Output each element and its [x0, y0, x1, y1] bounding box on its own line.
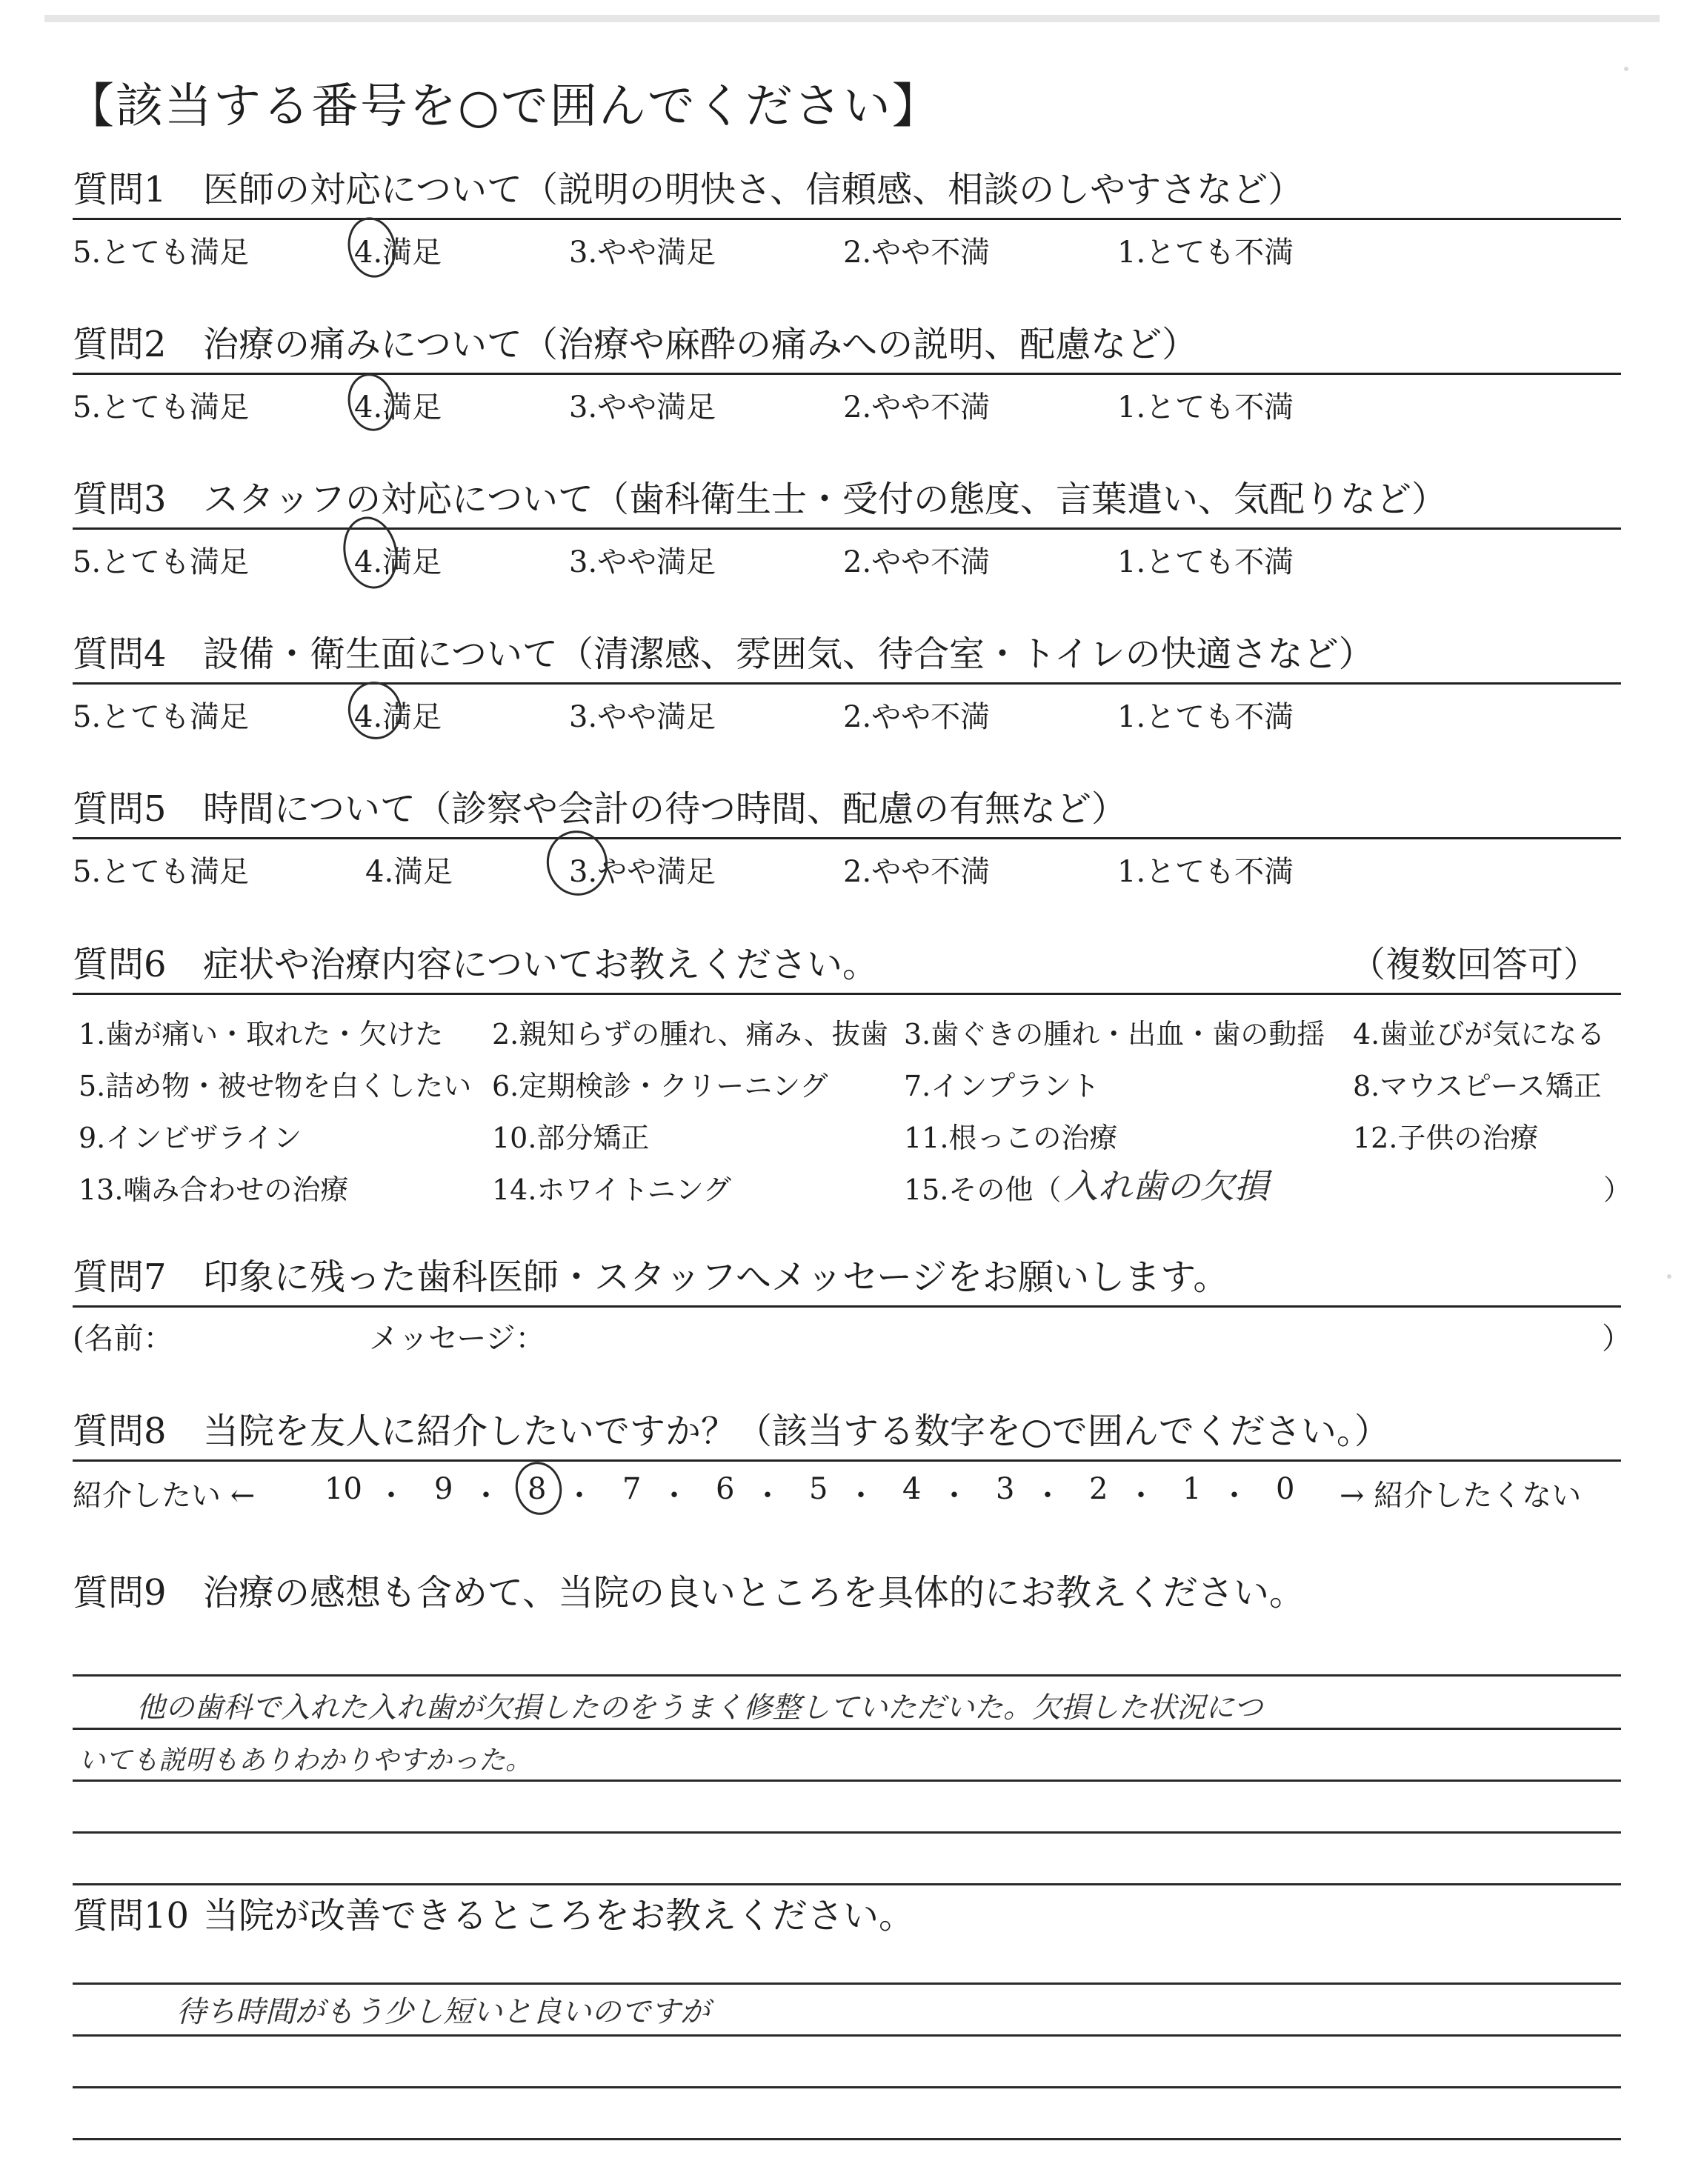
treatment-option[interactable]: 11.根っこの治療: [904, 1122, 1118, 1154]
rating-scale: [73, 530, 1621, 579]
rating-scale: [73, 375, 1621, 425]
question-text: 治療の痛みについて（治療や麻酔の痛みへの説明、配慮など）: [203, 324, 1198, 365]
rating-option-4[interactable]: 4.満足: [354, 236, 442, 270]
rating-option-5[interactable]: 5.とても満足: [73, 545, 250, 579]
rating-option-2[interactable]: 2.やや不満: [843, 545, 991, 579]
recommend-number-3[interactable]: 3: [996, 1472, 1015, 1506]
treatment-option[interactable]: 12.子供の治療: [1353, 1122, 1539, 1154]
handwritten-answer-line-2: いても説明もありわかりやすかった。: [79, 1745, 533, 1776]
question-text: 当院が改善できるところをお教えください。: [203, 1895, 915, 1937]
question-10: [73, 1892, 1621, 2184]
rating-option-3[interactable]: 3.やや満足: [569, 545, 716, 579]
question-7: [73, 1254, 1631, 1356]
rating-option-4[interactable]: 4.満足: [354, 545, 442, 579]
answer-line: [73, 1728, 1621, 1730]
question-label: 質問1: [73, 169, 167, 210]
treatment-option[interactable]: 1.歯が痛い・取れた・欠けた: [79, 1018, 444, 1051]
rating-option-1[interactable]: 1.とても不満: [1117, 545, 1294, 579]
question-9: [73, 1569, 1621, 1935]
treatment-option[interactable]: 6.定期検診・クリーニング: [492, 1070, 828, 1102]
multiple-answer-note: （複数回答可）: [1349, 944, 1599, 985]
rating-option-3[interactable]: 3.やや満足: [569, 855, 716, 889]
recommend-scale: [73, 1462, 1621, 1514]
question-label: 質問9: [73, 1572, 167, 1614]
question-label: 質問3: [73, 479, 167, 520]
dot-separator: ・: [659, 1479, 689, 1513]
rating-option-4[interactable]: 4.満足: [365, 855, 453, 889]
message-label: メッセージ：: [369, 1322, 545, 1356]
recommend-left-label: 紹介したい ←: [73, 1479, 256, 1513]
rating-option-5[interactable]: 5.とても満足: [73, 700, 250, 734]
dot-separator: ・: [753, 1479, 782, 1513]
dot-separator: ・: [846, 1479, 876, 1513]
scan-top-edge: [44, 15, 1660, 22]
question-label: 質問2: [73, 324, 167, 365]
handwritten-answer-line-1: 待ち時間がもう少し短いと良いのですが: [176, 1995, 710, 2029]
treatment-option[interactable]: 9.インビザライン: [79, 1122, 302, 1154]
selection-circle-mark: [337, 512, 405, 594]
treatment-option[interactable]: 10.部分矯正: [492, 1122, 650, 1154]
treatment-option[interactable]: 4.歯並びが気になる: [1353, 1018, 1605, 1051]
recommend-number-9[interactable]: 9: [434, 1472, 453, 1506]
answer-line: [73, 2086, 1621, 2088]
question-6: [73, 941, 1632, 1217]
question-text: 治療の感想も含めて、当院の良いところを具体的にお教えください。: [203, 1572, 1305, 1614]
other-close-paren: ）: [1603, 1173, 1632, 1206]
treatment-option[interactable]: 8.マウスピース矯正: [1353, 1070, 1602, 1102]
scan-speck: [1667, 1274, 1671, 1279]
dot-separator: ・: [565, 1479, 594, 1513]
treatment-option[interactable]: 3.歯ぐきの腫れ・出血・歯の動揺: [904, 1018, 1325, 1051]
question-3: [73, 476, 1621, 579]
answer-line: [73, 1883, 1621, 1885]
rating-option-2[interactable]: 2.やや不満: [843, 700, 991, 734]
treatment-options: [73, 995, 1632, 1217]
rating-option-3[interactable]: 3.やや満足: [569, 390, 716, 425]
rating-option-4[interactable]: 4.満足: [354, 700, 442, 734]
question-label: 質問5: [73, 788, 167, 830]
recommend-number-0[interactable]: 0: [1276, 1472, 1295, 1506]
rating-option-5[interactable]: 5.とても満足: [73, 390, 250, 425]
treatment-option[interactable]: 5.詰め物・被せ物を白くしたい: [79, 1070, 472, 1102]
rating-option-3[interactable]: 3.やや満足: [569, 700, 716, 734]
rating-option-3[interactable]: 3.やや満足: [569, 236, 716, 270]
rating-option-2[interactable]: 2.やや不満: [843, 855, 991, 889]
rating-option-2[interactable]: 2.やや不満: [843, 390, 991, 425]
question-label: 質問4: [73, 633, 167, 675]
recommend-number-10[interactable]: 10: [325, 1472, 362, 1506]
rating-option-1[interactable]: 1.とても不満: [1117, 700, 1294, 734]
question-5: [73, 785, 1621, 889]
selection-circle-mark: [510, 1457, 567, 1519]
answer-line: [73, 1982, 1621, 1985]
rating-option-1[interactable]: 1.とても不満: [1117, 855, 1294, 889]
form-title: 【該当する番号を○で囲んでください】: [67, 79, 941, 134]
rating-scale: [73, 839, 1621, 889]
dot-separator: ・: [471, 1479, 501, 1513]
rating-option-5[interactable]: 5.とても満足: [73, 855, 250, 889]
dot-separator: ・: [1219, 1479, 1249, 1513]
answer-line: [73, 1831, 1621, 1834]
answer-line: [73, 1780, 1621, 1782]
treatment-option[interactable]: 13.噛み合わせの治療: [79, 1173, 349, 1206]
answer-area[interactable]: [73, 1940, 1621, 2184]
question-label: 質問6: [73, 944, 167, 985]
question-label: 質問8: [73, 1411, 167, 1452]
name-label: (名前：: [73, 1322, 173, 1356]
recommend-number-4[interactable]: 4: [902, 1472, 922, 1506]
rating-option-4[interactable]: 4.満足: [354, 390, 442, 425]
question-text: 医師の対応について（説明の明快さ、信頼感、相談のしやすさなど）: [203, 169, 1304, 210]
question-text: 時間について（診察や会計の待つ時間、配慮の有無など）: [203, 788, 1128, 830]
treatment-option[interactable]: 14.ホワイトニング: [492, 1173, 732, 1206]
question-text: 設備・衛生面について（清潔感、雰囲気、待合室・トイレの快適さなど）: [203, 633, 1374, 675]
rating-scale: [73, 220, 1621, 270]
message-close-paren: ）: [1602, 1322, 1631, 1356]
treatment-option-other[interactable]: 15.その他（: [904, 1173, 1062, 1206]
rating-option-5[interactable]: 5.とても満足: [73, 236, 250, 270]
dot-separator: ・: [376, 1479, 406, 1513]
treatment-option[interactable]: 2.親知らずの腫れ、痛み、抜歯: [492, 1018, 888, 1051]
question-text: 印象に残った歯科医師・スタッフへメッセージをお願いします。: [203, 1256, 1229, 1298]
dot-separator: ・: [939, 1479, 969, 1513]
answer-line: [73, 1674, 1621, 1677]
recommend-number-6[interactable]: 6: [716, 1472, 735, 1506]
question-label: 質問7: [73, 1256, 167, 1298]
rating-option-1[interactable]: 1.とても不満: [1117, 236, 1294, 270]
question-8: [73, 1408, 1621, 1514]
recommend-number-1[interactable]: 1: [1182, 1472, 1202, 1506]
treatment-option[interactable]: 7.インプラント: [904, 1070, 1100, 1102]
scan-speck: [1624, 67, 1628, 71]
handwritten-answer-line-1: 他の歯科で入れた入れ歯が欠損したのをうまく修整していただいた。欠損した状況につ: [136, 1691, 1263, 1725]
question-text: 症状や治療内容についてお教えください。: [203, 944, 879, 985]
selection-circle-mark: [342, 213, 402, 282]
rating-scale: [73, 685, 1621, 734]
recommend-number-7[interactable]: 7: [622, 1472, 642, 1506]
question-text: スタッフの対応について（歯科衛生士・受付の態度、言葉遣い、気配りなど）: [203, 479, 1448, 520]
recommend-number-8[interactable]: 8: [528, 1472, 547, 1506]
question-4: [73, 630, 1621, 734]
question-text: 当院を友人に紹介したいですか？（該当する数字を○で囲んでください。）: [203, 1411, 1390, 1452]
dot-separator: ・: [1126, 1479, 1156, 1513]
question-label: 質問10: [73, 1895, 190, 1937]
rating-option-1[interactable]: 1.とても不満: [1117, 390, 1294, 425]
rating-option-2[interactable]: 2.やや不満: [843, 236, 991, 270]
recommend-right-label: → 紹介したくない: [1340, 1479, 1582, 1513]
recommend-number-2[interactable]: 2: [1089, 1472, 1108, 1506]
question-1: [73, 166, 1621, 270]
question-2: [73, 321, 1621, 425]
answer-area[interactable]: [73, 1617, 1621, 1935]
other-handwritten-answer: 入れ歯の欠損: [1064, 1166, 1268, 1206]
message-row: [73, 1308, 1631, 1356]
dot-separator: ・: [1033, 1479, 1062, 1513]
recommend-number-5[interactable]: 5: [809, 1472, 828, 1506]
answer-line: [73, 2034, 1621, 2037]
answer-line: [73, 2138, 1621, 2140]
